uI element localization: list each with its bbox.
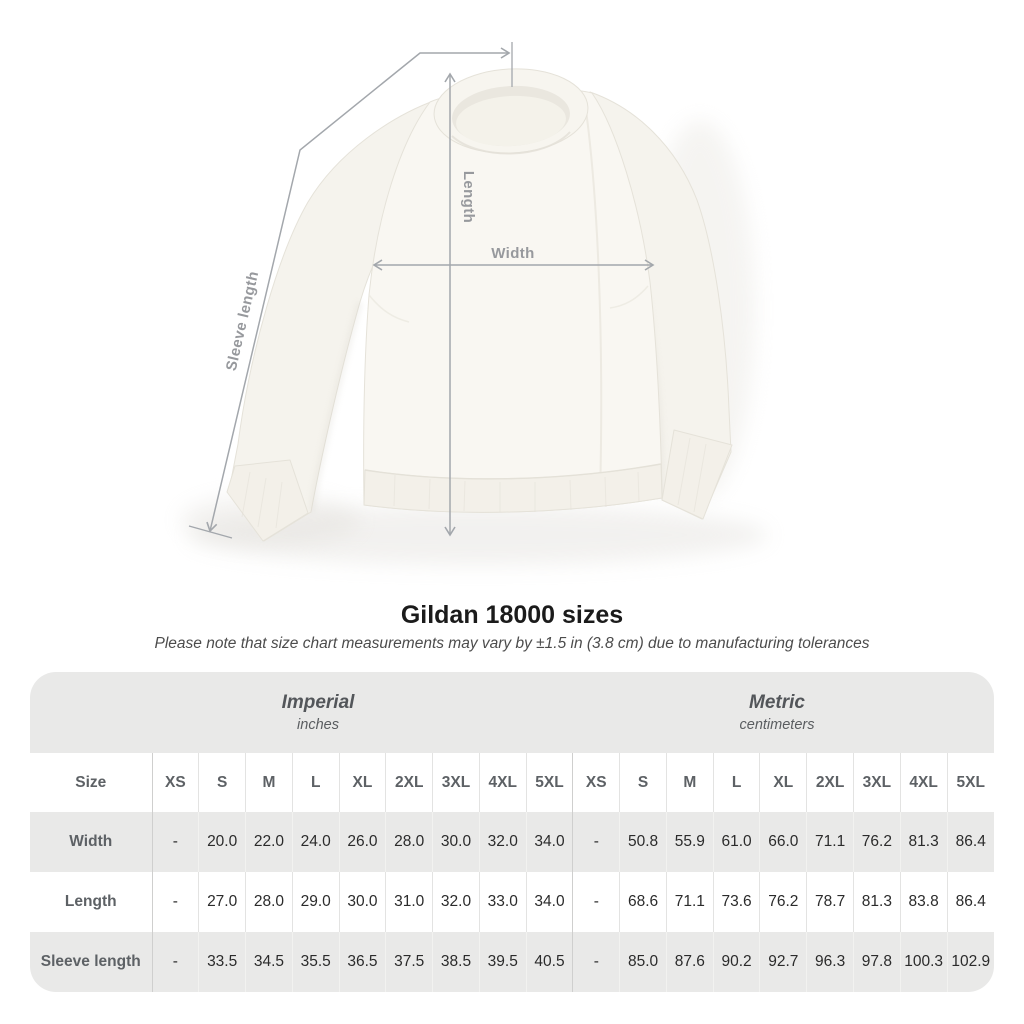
value-cell: 90.2 <box>713 932 760 992</box>
value-cell: 50.8 <box>620 812 667 872</box>
metric-unit: centimeters <box>739 717 815 733</box>
size-header-cell: M <box>246 753 293 812</box>
value-cell: 31.0 <box>386 872 433 932</box>
value-cell: 55.9 <box>666 812 713 872</box>
value-cell: 30.0 <box>433 812 480 872</box>
value-cell: 28.0 <box>246 872 293 932</box>
value-cell: 68.6 <box>620 872 667 932</box>
value-cell: 86.4 <box>947 812 994 872</box>
size-header-cell: 4XL <box>900 753 947 812</box>
value-cell: 39.5 <box>479 932 526 992</box>
imperial-unit: inches <box>297 717 339 733</box>
size-chart <box>30 672 994 992</box>
size-header-cell: 3XL <box>853 753 900 812</box>
imperial-unit-group <box>30 672 606 753</box>
value-cell: 36.5 <box>339 932 386 992</box>
value-cell: - <box>573 872 620 932</box>
size-header-cell: 4XL <box>479 753 526 812</box>
value-cell: 83.8 <box>900 872 947 932</box>
metric-label: Metric <box>749 692 805 713</box>
value-cell: 102.9 <box>947 932 994 992</box>
value-cell: 28.0 <box>386 812 433 872</box>
value-cell: 33.5 <box>199 932 246 992</box>
value-cell: 40.5 <box>526 932 573 992</box>
size-header-cell: 5XL <box>947 753 994 812</box>
value-cell: 85.0 <box>620 932 667 992</box>
value-cell: 32.0 <box>433 872 480 932</box>
size-header-cell: 2XL <box>386 753 433 812</box>
value-cell: 97.8 <box>853 932 900 992</box>
value-cell: 73.6 <box>713 872 760 932</box>
value-cell: 26.0 <box>339 812 386 872</box>
unit-header-band <box>30 672 994 753</box>
value-cell: 32.0 <box>479 812 526 872</box>
value-cell: 86.4 <box>947 872 994 932</box>
value-cell: 34.0 <box>526 872 573 932</box>
value-cell: - <box>152 812 199 872</box>
value-cell: 34.0 <box>526 812 573 872</box>
value-cell: 81.3 <box>900 812 947 872</box>
size-header-cell: XL <box>339 753 386 812</box>
value-cell: 22.0 <box>246 812 293 872</box>
value-cell: 96.3 <box>807 932 854 992</box>
value-cell: 29.0 <box>292 872 339 932</box>
sweatshirt-image <box>227 65 732 541</box>
value-cell: 35.5 <box>292 932 339 992</box>
value-cell: 71.1 <box>666 872 713 932</box>
width-label: Width <box>491 245 535 262</box>
size-header-cell: 2XL <box>807 753 854 812</box>
value-cell: 66.0 <box>760 812 807 872</box>
row-label-width: Width <box>69 833 113 850</box>
size-header-cell: S <box>199 753 246 812</box>
row-label-sleeve-length: Sleeve length <box>40 953 141 970</box>
value-cell: 37.5 <box>386 932 433 992</box>
value-cell: 34.5 <box>246 932 293 992</box>
value-cell: 61.0 <box>713 812 760 872</box>
imperial-label: Imperial <box>281 692 355 713</box>
value-cell: 27.0 <box>199 872 246 932</box>
size-header-cell: M <box>666 753 713 812</box>
size-header-cell: 5XL <box>526 753 573 812</box>
length-row <box>30 872 994 932</box>
size-header-cell: XS <box>573 753 620 812</box>
value-cell: 20.0 <box>199 812 246 872</box>
value-cell: 71.1 <box>807 812 854 872</box>
width-row <box>30 812 994 872</box>
size-header-cell: L <box>292 753 339 812</box>
size-column-header: Size <box>75 773 107 791</box>
value-cell: - <box>573 932 620 992</box>
value-cell: - <box>152 872 199 932</box>
size-table <box>30 753 994 992</box>
value-cell: - <box>152 932 199 992</box>
value-cell: 81.3 <box>853 872 900 932</box>
value-cell: 92.7 <box>760 932 807 992</box>
value-cell: - <box>573 812 620 872</box>
value-cell: 30.0 <box>339 872 386 932</box>
value-cell: 33.0 <box>479 872 526 932</box>
value-cell: 76.2 <box>853 812 900 872</box>
page-title: Gildan 18000 sizes <box>400 601 624 629</box>
sleeve-length-label: Sleeve length <box>222 269 263 373</box>
size-header-row <box>30 753 994 812</box>
metric-unit-group <box>560 672 994 753</box>
value-cell: 100.3 <box>900 932 947 992</box>
value-cell: 24.0 <box>292 812 339 872</box>
value-cell: 38.5 <box>433 932 480 992</box>
size-header-cell: 3XL <box>433 753 480 812</box>
value-cell: 76.2 <box>760 872 807 932</box>
tolerance-note: Please note that size chart measurements may vary by ±1.5 in (3.8 cm) due to manufacturing tolerances <box>154 635 870 652</box>
size-header-cell: S <box>620 753 667 812</box>
row-label-length: Length <box>64 893 117 910</box>
length-label: Length <box>460 170 477 224</box>
sleeve-length-row <box>30 932 994 992</box>
size-header-cell: XS <box>152 753 199 812</box>
value-cell: 78.7 <box>807 872 854 932</box>
size-header-cell: L <box>713 753 760 812</box>
value-cell: 87.6 <box>666 932 713 992</box>
size-header-cell: XL <box>760 753 807 812</box>
